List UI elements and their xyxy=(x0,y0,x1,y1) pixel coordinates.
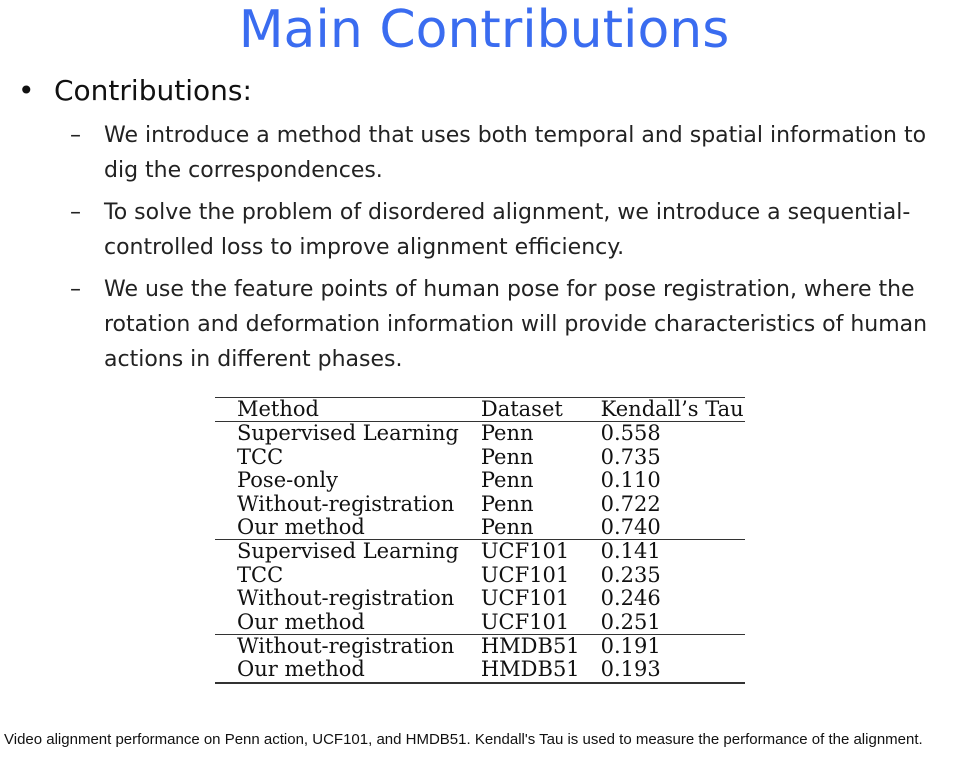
contribution-item xyxy=(70,272,950,377)
dataset-cell: UCF101 xyxy=(480,562,570,587)
method-cell: TCC xyxy=(237,562,284,587)
contribution-item xyxy=(70,195,950,265)
method-cell: Our method xyxy=(237,609,365,634)
bullet-label: Contributions: xyxy=(54,74,252,107)
tau-cell: 0.722 xyxy=(600,491,661,516)
contribution-list xyxy=(70,118,950,384)
table-row xyxy=(215,540,745,564)
contribution-item xyxy=(70,118,950,188)
dash-marker: – xyxy=(70,277,81,302)
table-header-row xyxy=(215,398,745,422)
tau-cell-best: 0.740 xyxy=(600,515,661,540)
table-caption: Video alignment performance on Penn action, UCF101, and HMDB51. Kendall's Tau is used to measure the performance of the alignment. xyxy=(4,731,923,748)
table-row xyxy=(215,658,745,682)
header-method: Method xyxy=(215,398,461,422)
table-row xyxy=(215,446,745,469)
tau-cell: 0.191 xyxy=(581,635,745,659)
slide-title: Main Contributions xyxy=(238,0,730,60)
contribution-text: We introduce a method that uses both temporal and spatial information to dig the correspondences. xyxy=(104,123,927,183)
tau-cell: 0.558 xyxy=(600,421,661,446)
table-row xyxy=(215,422,745,446)
tau-cell-best: 0.193 xyxy=(600,657,661,682)
table-row xyxy=(215,516,745,540)
dataset-cell: Penn xyxy=(480,444,534,469)
table-row xyxy=(215,469,745,492)
method-cell: Without-registration xyxy=(237,491,455,516)
method-cell: Without-registration xyxy=(215,635,461,659)
dataset-cell: UCF101 xyxy=(480,609,570,634)
table-row xyxy=(215,635,745,659)
dataset-cell: UCF101 xyxy=(480,586,570,611)
bullet-contributions xyxy=(18,72,252,110)
header-dataset: Dataset xyxy=(461,398,581,422)
dataset-cell: HMDB51 xyxy=(461,635,581,659)
bullet-dot: • xyxy=(18,74,35,107)
dataset-cell: Penn xyxy=(480,468,534,493)
method-cell: Supervised Learning xyxy=(237,421,459,446)
dataset-cell: Penn xyxy=(480,491,534,516)
results-table xyxy=(215,397,745,684)
tau-cell: 0.235 xyxy=(600,562,661,587)
table-row xyxy=(215,493,745,516)
method-cell: Supervised Learning xyxy=(215,540,461,564)
method-cell: Without-registration xyxy=(237,586,455,611)
tau-cell: 0.141 xyxy=(581,540,745,564)
method-cell: TCC xyxy=(237,444,284,469)
method-cell: Our method xyxy=(237,515,365,540)
dash-marker: – xyxy=(70,123,81,148)
method-cell: Pose-only xyxy=(237,468,338,493)
tau-cell: 0.735 xyxy=(600,444,661,469)
contribution-text: We use the feature points of human pose for pose registration, where the rotation and deformation information will provide characteristics of human actions in different phases. xyxy=(104,277,928,372)
dataset-cell: Penn xyxy=(480,515,534,540)
dataset-cell: HMDB51 xyxy=(480,657,580,682)
dataset-cell: UCF101 xyxy=(461,540,581,564)
dataset-cell: Penn xyxy=(480,421,534,446)
tau-cell: 0.110 xyxy=(600,468,661,493)
header-kendalls-tau: Kendall’s Tau xyxy=(581,398,745,422)
table-row xyxy=(215,587,745,610)
tau-cell: 0.246 xyxy=(600,586,661,611)
table-row xyxy=(215,564,745,587)
dash-marker: – xyxy=(70,200,81,225)
method-cell: Our method xyxy=(237,657,365,682)
tau-cell-best: 0.251 xyxy=(600,609,661,634)
contribution-text: To solve the problem of disordered alignment, we introduce a sequential-controlled loss to improve alignment efficiency. xyxy=(104,200,911,260)
table-row xyxy=(215,611,745,635)
